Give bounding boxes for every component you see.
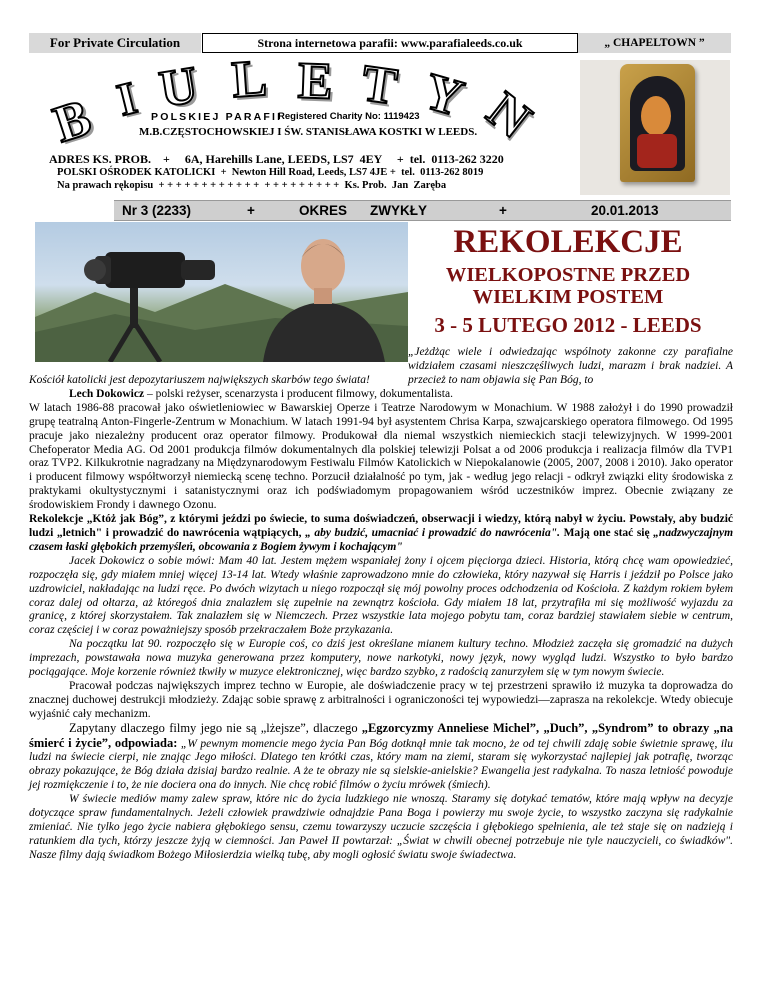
issue-date: 20.01.2013	[591, 203, 659, 218]
paragraph: W latach 1986-88 pracował jako oświetleniowiec w Bawarskiej Operze i Teatrze Narodowym w Monachium. W 1988 założył i do 1990 prowadził grupę teatralną Anton-Fingerle-Zentrum w Monachium. W latach 1991-94 był asystentem Chrisa Karpa, szwajcarskiego operatora filmowego. Od 1995 pracuje jako niezależny producent oraz operator filmowy. Produkował dla niemal wszystkich niemieckich stacji telewizyjnych. W 1999-2001 Chefoperator Media AG. Od 2001 produkcja filmów dokumentalnych dla polskiej telewizji Polsat a od 2006 produkcja i realizacja filmów dla TVP1 oraz TVP2. Kilkukrotnie nagradzany na Międzynarodowym Festiwalu Filmów Katolickich w Niepokalanowie (2005, 2007, 2008 i 2010). Jako operator i producent filmowy współtworzył niemiecką scenę techno. Porzucił działalność po tym, jak - według jego relacji - odkrył związki elity środowiska z praktykami okultystycznymi i satanistycznymi oraz ich podświadomym propagowaniem wśród uczestników imprez. Obecnie związany ze środowiskiem Frondy i dawnego Ozonu.	[29, 401, 733, 512]
masthead-letter: N	[476, 81, 542, 150]
period-value: ZWYKŁY	[370, 203, 427, 218]
masthead-letter: I	[112, 71, 142, 126]
paragraph: Jacek Dokowicz o sobie mówi: Mam 40 lat. Jestem mężem wspaniałej żony i ojcem pięciorga dzieci. Historia, którą chcę wam opowiedzieć, rozpoczęła się, gdy miałem mniej więcej 13-14 lat. Wtedy właśnie zaprowadzono mnie do człowieka, który nazywał się Harris i jeździł po Polsce jako uzdrowiciel, nakładając na ludzi ręce. Po dwóch wizytach u niego rozpoczął się mój powolny proces odchodzenia od Kościoła. Z każdym rokiem byłem coraz dalej od ołtarza, aż któregoś dnia znalazłem się zupełnie na zewnątrz kościoła. Gdy miałem 18 lat, przytrafiła mi się możliwość wyjazdu za granicę, z której skorzystałem. Tak znalazłem się w Niemczech. Przez wszystkie lata mojego pobytu tam, coraz bardziej stawiałem siebie w centrum, coraz częściej i w coraz poważniejszy sposób przekraczałem Boże przykazania.	[29, 554, 733, 637]
event-dates: 3 - 5 LUTEGO 2012 - LEEDS	[434, 313, 702, 337]
issue-number: Nr 3 (2233)	[122, 203, 192, 218]
author-photo	[35, 222, 408, 362]
author-description: – polski reżyser, scenarzysta i producent filmowy, dokumentalista.	[144, 387, 453, 400]
masthead-letter: T	[358, 54, 401, 117]
page-title: REKOLEKCJE	[453, 224, 683, 260]
address-line-2: POLSKI OŚRODEK KATOLICKI + Newton Hill Road, Leeds, LS7 4JE + tel. 0113-262 8019	[57, 167, 484, 178]
paragraph: Pracował podczas największych imprez techno w Europie, ale doświadczenie pracy w tej przestrzeni sprawiło iż muzyka ta doprowadza do znacznej duchowej destrukcji młodzieży. Zdając sobie sprawę z arbitralności i ograniczoności tej wypowiedzi—zaprasza na rekolekcje. Wtedy obiecuje wyjaśnić cały mechanizm.	[29, 679, 733, 720]
masthead-letter: Y	[417, 62, 470, 129]
chapeltown-label: „ CHAPELTOWN ”	[578, 33, 731, 53]
author-name: Lech Dokowicz	[69, 387, 145, 400]
address-line-1: ADRES KS. PROB. + 6A, Harehills Lane, LEEDS, LS7 4EY + tel. 0113-262 3220	[49, 152, 504, 166]
author-intro	[29, 388, 733, 402]
website-box: Strona internetowa parafii: www.parafialeeds.co.uk	[202, 33, 578, 53]
masthead-letter: L	[230, 49, 269, 110]
photo-illustration	[35, 222, 408, 362]
madonna-icon-image	[580, 60, 730, 195]
issue-bar	[114, 200, 731, 221]
parish-name: M.B.CZĘSTOCHOWSKIEJ I ŚW. STANISŁAWA KOSTKI W LEEDS.	[139, 126, 478, 138]
private-circulation-label: For Private Circulation	[29, 33, 201, 53]
subtitle: WIELKOPOSTNE PRZED WIELKIM POSTEM	[445, 264, 691, 308]
article-body	[29, 374, 733, 863]
separator-plus: +	[247, 203, 255, 218]
paragraph: W świecie mediów mamy zalew spraw, które nic do życia ludzkiego nie wnoszą. Staramy się dotykać tematów, które mają wpływ na decyzje dotyczące spraw fundamentalnych. Jeżeli człowiek prawdziwie odnajdzie Pana Boga i powierzy mu swoje życie, to wszystko zaczyna się radykalnie zmieniać. Nie tylko jego życie nabiera głębokiego sensu, czemu towarzyszy uczucie szczęścia i głębokiego spełnienia, ale też staje się on nadzieją i ratunkiem dla tych, którzy jeszcze żyją w ciemności. Jan Paweł II powtarzał: „Świat w chwili obecnej potrzebuje nie tyle nauczycieli, co świadków". Nasze filmy dają świadkom Bożego Miłosierdzia wielką tubę, aby mogli ogłosić światu swoje świadectwa.	[29, 793, 733, 861]
paragraph: Na początku lat 90. rozpoczęło się w Europie coś, co dziś jest określane mianem kultury techno. Młodzież zaczęła się gromadzić na dużych imprezach, powstawała nowa muzyka generowana przez komputery, nowe narkotyki, nowy język, nowy wygląd ludzi. Wszystko to było bardzo pociągające. Moje korzenie również tkwiły w muzyce elektronicznej, więc bardzo szybko, z radością zanurzyłem się w tym nowym świecie.	[29, 638, 733, 679]
retreat-description: Rekolekcje „Któż jak Bóg”, z którymi jeździ po świecie, to suma doświadczeń, obserwacji i wiedzy, którą nabył w życiu. Powstały, aby budzić ludzi „letnich" i prowadzić do nawrócenia wątpiących, „ aby budzić, umacniać i prowadzić do nawrócenia". Mają one stać się „nadzwyczajnym czasem łaski głębokich przemyśleń, obcowania z Bogiem żywym i kochającym"	[29, 513, 734, 553]
masthead-letter: E	[297, 52, 334, 111]
period-label: OKRES	[299, 203, 348, 218]
lead-quote-end: Kościół katolicki jest depozytariuszem największych skarbów tego świata!	[29, 374, 370, 386]
masthead-letter: B	[47, 89, 98, 154]
separator-plus: +	[499, 203, 507, 218]
interview-paragraph: Zapytany dlaczego filmy jego nie są „lżejsze”, dlaczego „Egzorcyzmy Anneliese Michel”, „Duch”, „Syndrom” to obrazy „na śmierć i życie”, odpowiada: „W pewnym momencie mego życia Pan Bóg dotknął mnie tak mocno, że od tej chwili zdaję sobie świetnie sprawę, ilu ludzi na świecie cierpi, nie znając Jego miłości. Dlatego ten krótki czas, który mam na ziemi, staram się wykorzystać najlepiej jak potrafię, tworząc obrazy pokazujące, że Bóg działa dzisiaj bardzo realnie. A że te obrazy nie są sielskie-anielskie? Ewangelia jest radykalna. To nasza letniość powoduje jej rozmiękczenie i to, że nie dociera ona do innych. Nie chcę robić filmów o życiu mrówek (śmiech).	[29, 720, 734, 792]
charity-number: Registered Charity No: 1119423	[278, 111, 420, 122]
masthead-letter: U	[155, 56, 202, 119]
address-line-3: Na prawach rękopisu + + + + + + + + + + + + + + + + + + + + + Ks. Prob. Jan Zaręba	[57, 180, 447, 191]
lead-quote: „Jeżdżąc wiele i odwiedzając wspólnoty zakonne czy parafialne widziałem czasami nieszczęśliwych ludzi, marazm i brak nadziei. A przecież to nam objawia się Pan Bóg, to	[408, 346, 733, 386]
parish-label: POLSKIEJ PARAFII	[151, 111, 283, 123]
